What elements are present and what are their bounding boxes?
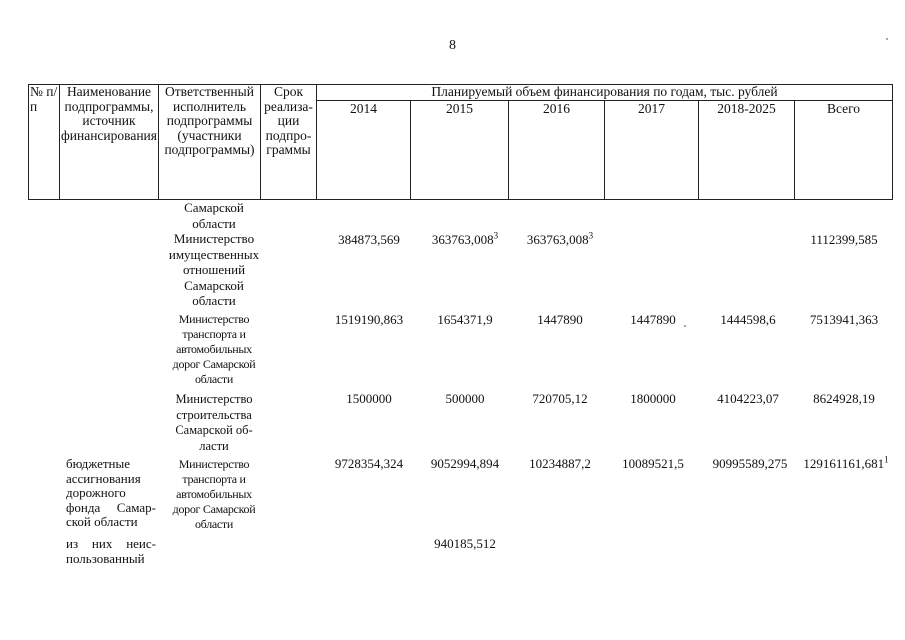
row-3-value-total: 8624928,19 <box>813 391 875 406</box>
header-year-2015: 2015 <box>411 100 509 199</box>
row-3-value-2018-2025: 4104223,07 <box>717 391 779 406</box>
header-year-2016: 2016 <box>509 100 605 199</box>
page-number: 8 <box>449 38 456 53</box>
row-2-value-2018-2025: 1444598,6 <box>720 312 776 327</box>
scan-speck <box>684 325 686 327</box>
row-2-value-2014: 1519190,863 <box>334 312 404 327</box>
table-header <box>28 84 893 200</box>
row-4-value-2014: 9728354,324 <box>334 456 404 471</box>
row-4-value-total: 129161161,681$^1$ <box>803 454 889 471</box>
row-1-value-2014: 384873,569 <box>338 232 400 247</box>
header-total: Всего <box>795 100 893 199</box>
row-1-value-2015: 363763,008$^3$ <box>431 230 499 247</box>
row-5-funding-source: из них неиспользованный <box>66 536 156 566</box>
row-4-value-2015: 9052994,894 <box>430 456 500 471</box>
row-2-value-2016: 1447890 <box>537 312 583 327</box>
header-responsible: Ответственный исполнитель подпрограммы (участники подпрограммы) <box>159 85 261 200</box>
row-4-funding-source: бюджетные ассигнования дорожного фонда Самарской области <box>66 456 156 529</box>
row-4-value-2018-2025: 90995589,275 <box>712 456 788 471</box>
row-3-responsible: Министерство строительства Самарской области <box>175 392 253 453</box>
header-year-2018-2025: 2018-2025 <box>699 100 795 199</box>
row-4-value-2016: 10234887,2 <box>529 456 591 471</box>
row-4-responsible: Министерство транспорта и автомобильных дорог Самарской области <box>172 457 256 531</box>
header-year-2014: 2014 <box>317 100 411 199</box>
header-year-2017: 2017 <box>605 100 699 199</box>
header-term: Срок реализации подпрограммы <box>261 85 317 200</box>
row-3-value-2016: 720705,12 <box>532 391 588 406</box>
row-3-value-2017: 1800000 <box>630 391 676 406</box>
scan-speck <box>886 38 888 40</box>
row-0-responsible: Самарской области <box>184 200 244 231</box>
header-subprogram-name: Наименование подпрограммы, источник финансирования <box>60 85 159 200</box>
row-5-value-2015: 940185,512 <box>434 536 496 551</box>
row-2-value-total: 7513941,363 <box>809 312 879 327</box>
row-1-value-2016: 363763,008$^3$ <box>526 230 594 247</box>
header-financing-group: Планируемый объем финансирования по годам, тыс. рублей <box>317 85 893 101</box>
row-3-value-2015: 500000 <box>445 391 485 406</box>
row-1-value-total: 1112399,585 <box>810 232 878 247</box>
row-2-responsible: Министерство транспорта и автомобильных дорог Самарской области <box>172 312 256 386</box>
row-4-value-2017: 10089521,5 <box>622 456 684 471</box>
header-number: № п/п <box>29 85 60 200</box>
row-2-value-2017: 1447890 <box>630 312 676 327</box>
row-2-value-2015: 1654371,9 <box>437 312 493 327</box>
row-3-value-2014: 1500000 <box>346 391 392 406</box>
row-1-responsible: Министерство имущественных отношений Самарской области <box>168 231 260 308</box>
